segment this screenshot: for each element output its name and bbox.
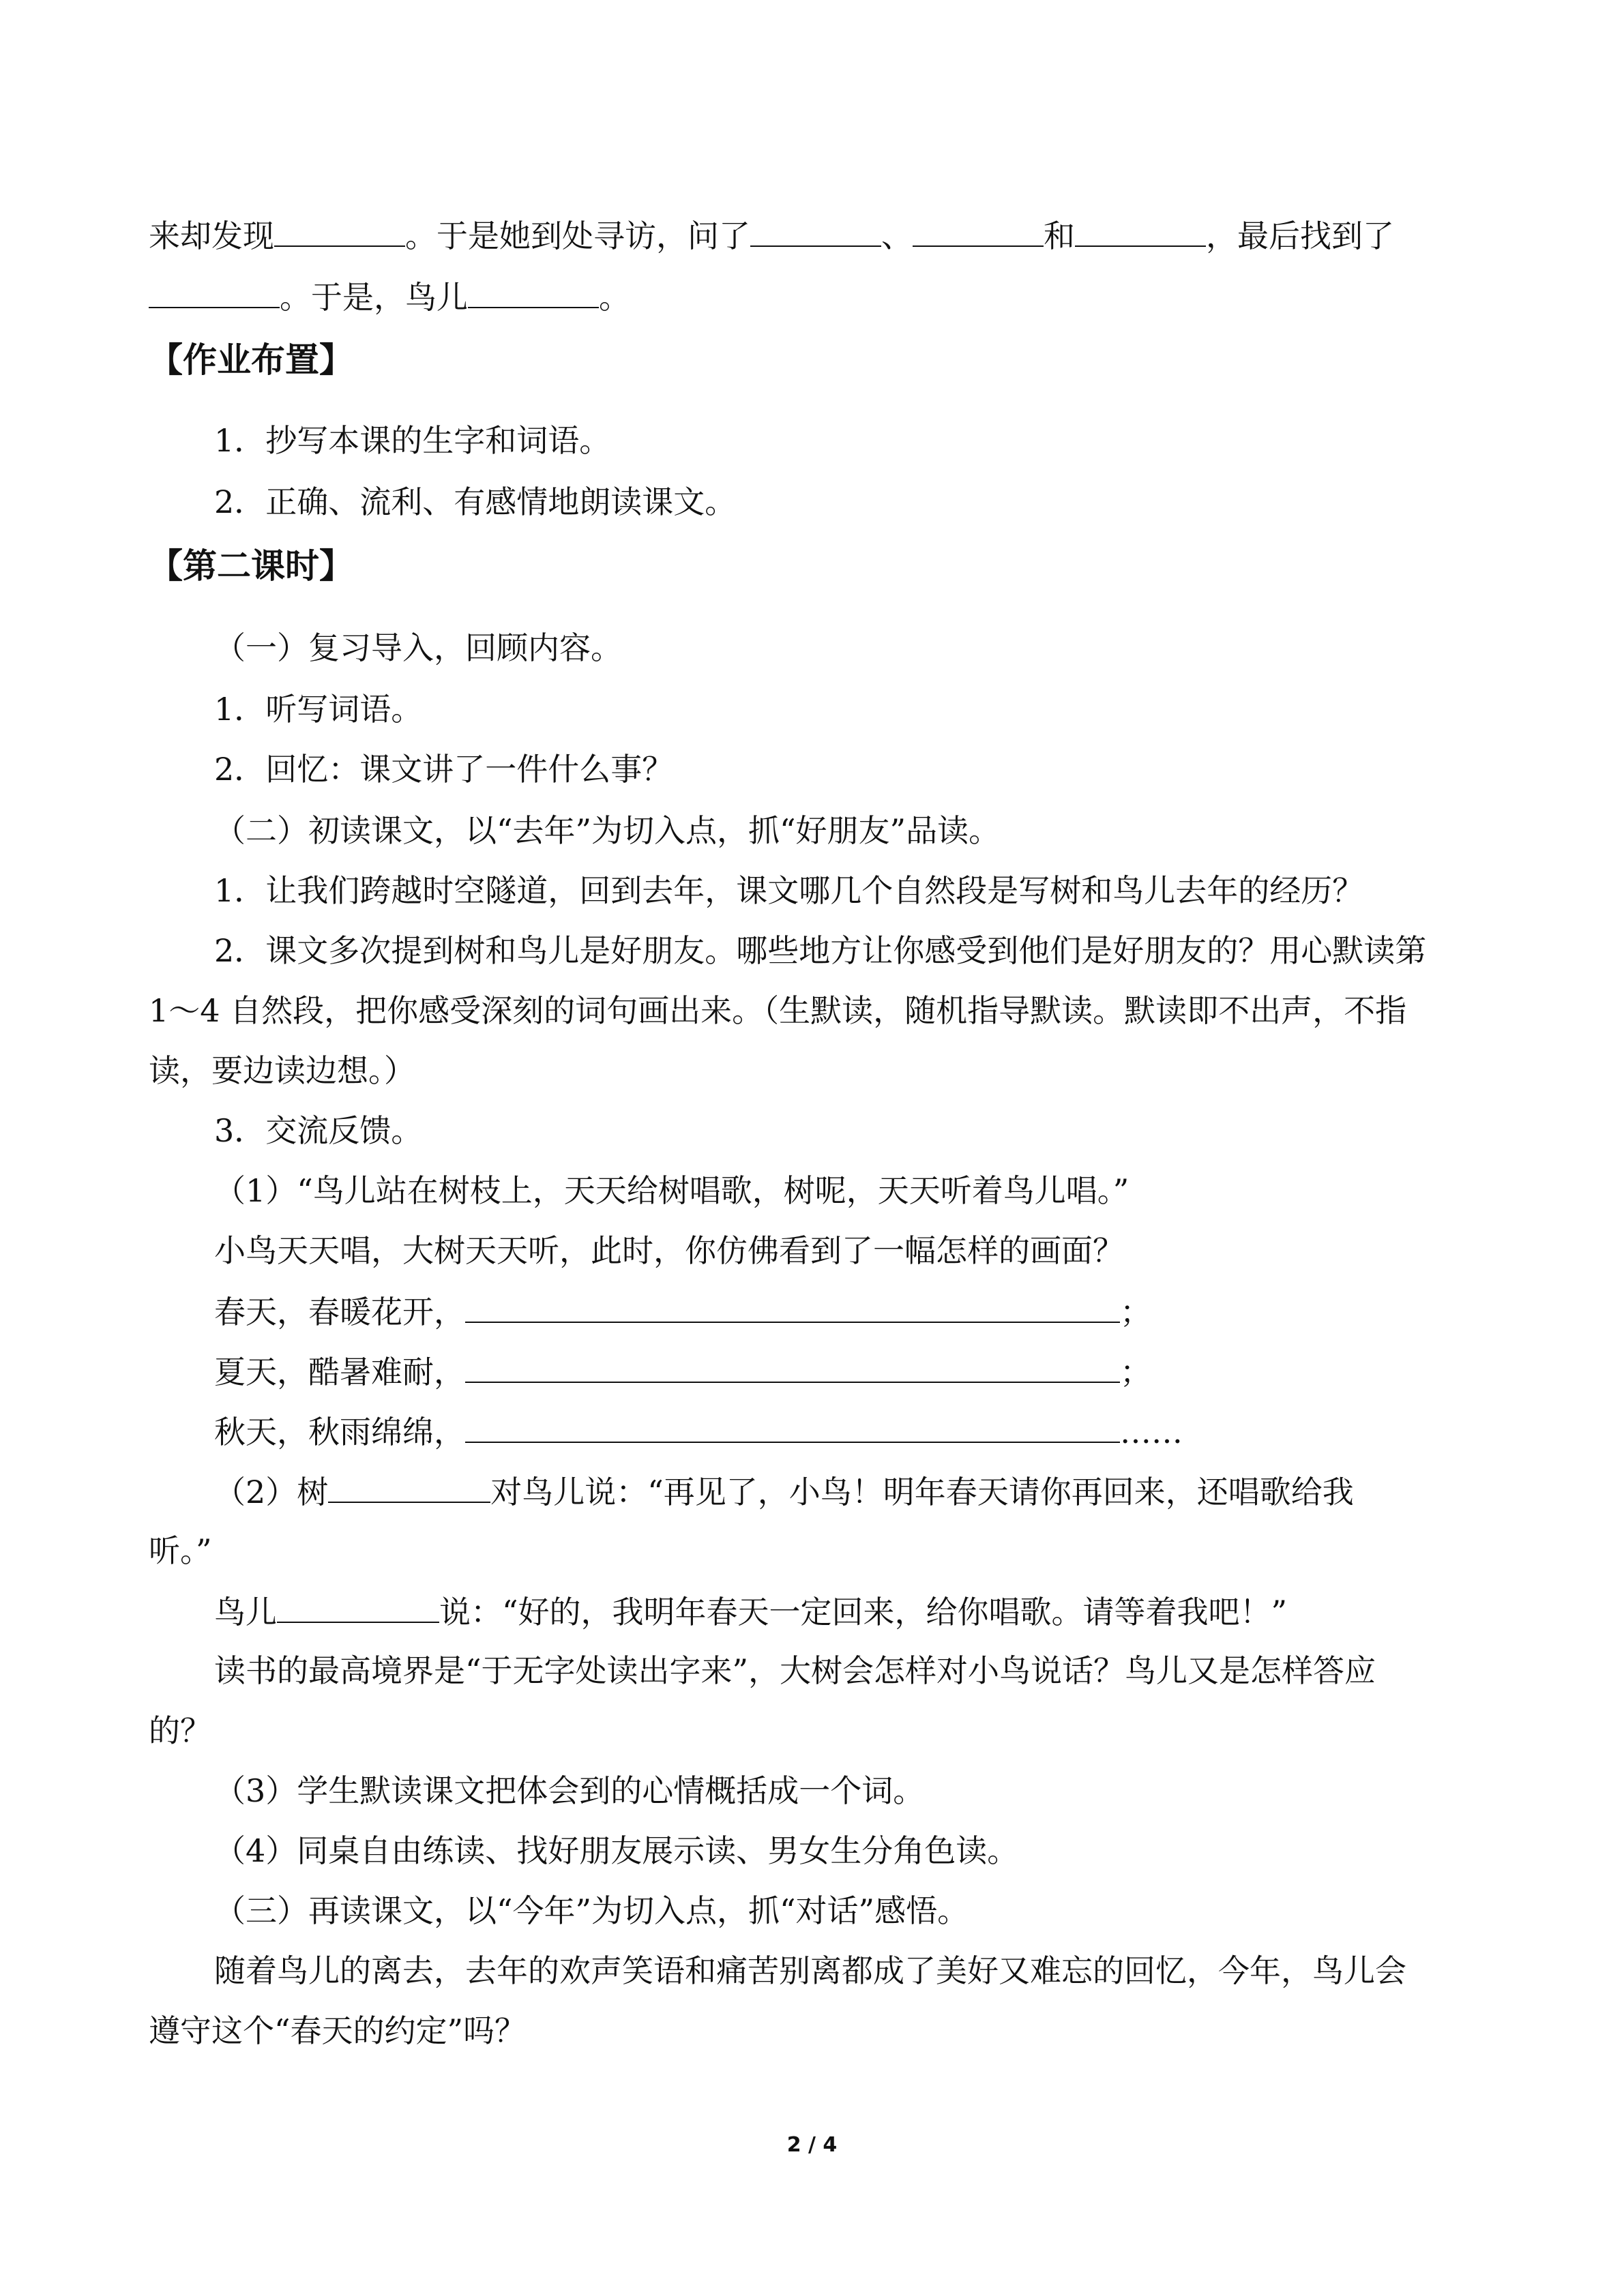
season-end: ； — [1120, 1354, 1151, 1390]
fill-blank — [468, 275, 599, 308]
section-1-title: （一）复习导入，回顾内容。 — [214, 629, 622, 666]
text-segment: 来却发现 — [149, 218, 274, 254]
question-1-prompt: 小鸟天天唱，大树天天听，此时，你仿佛看到了一幅怎样的画面？ — [214, 1232, 1124, 1269]
season-label: 春天，春暖花开， — [214, 1294, 465, 1330]
question-2-reading-line-2: 的？ — [149, 1712, 211, 1749]
question-3: （3）学生默读课文把体会到的心情概括成一个词。 — [214, 1772, 925, 1809]
question-2-line-1 — [214, 1470, 1354, 1512]
section-2-item-2-line-2: 1～4 自然段，把你感受深刻的词句画出来。（生默读，随机指导默读。默读即不出声，不指 — [149, 992, 1407, 1029]
section-2-item-1: 1．让我们跨越时空隧道，回到去年，课文哪几个自然段是写树和鸟儿去年的经历？ — [214, 872, 1364, 909]
question-2-bird-line — [214, 1590, 1287, 1632]
section-2-item-2-line-1: 2．课文多次提到树和鸟儿是好朋友。哪些地方让你感受到他们是好朋友的？用心默读第 — [214, 932, 1427, 969]
fill-blank — [465, 1290, 1120, 1323]
section-2-title: （二）初读课文，以“去年”为切入点，抓“好朋友”品读。 — [214, 812, 1001, 849]
text-segment: 、 — [881, 218, 913, 254]
text-segment: 和 — [1044, 218, 1075, 254]
text-segment: 。于是她到处寻访，问了 — [405, 218, 750, 254]
fill-blank — [913, 214, 1044, 247]
fill-blank — [465, 1350, 1120, 1383]
season-label: 夏天，酷暑难耐， — [214, 1354, 465, 1390]
homework-item-2: 2．正确、流利、有感情地朗读课文。 — [214, 483, 737, 520]
fill-in-line-1 — [149, 214, 1394, 256]
fill-blank — [465, 1410, 1120, 1443]
fill-blank — [750, 214, 881, 247]
season-end: ； — [1120, 1294, 1151, 1330]
season-line-summer — [214, 1350, 1151, 1392]
section-3-para-line-2: 遵守这个“春天的约定”吗？ — [149, 2012, 527, 2049]
season-line-autumn — [214, 1410, 1183, 1452]
fill-blank — [277, 1590, 439, 1623]
fill-in-line-2 — [149, 275, 630, 318]
question-2-reading-line-1: 读书的最高境界是“于无字处读出字来”，大树会怎样对小鸟说话？鸟儿又是怎样答应 — [214, 1652, 1376, 1689]
homework-item-1: 1．抄写本课的生字和词语。 — [214, 422, 611, 459]
section-2-item-3: 3．交流反馈。 — [214, 1112, 423, 1149]
section-1-item-1: 1．听写词语。 — [214, 691, 423, 728]
text-segment: 。 — [599, 279, 630, 316]
season-line-spring — [214, 1290, 1151, 1332]
season-end: …… — [1120, 1414, 1183, 1450]
fill-blank — [328, 1470, 490, 1503]
text-segment: 。于是，鸟儿 — [280, 279, 468, 316]
page-number: 2 / 4 — [786, 2133, 838, 2157]
question-2-line-2: 听。” — [149, 1532, 212, 1569]
section-3-title: （三）再读课文，以“今年”为切入点，抓“对话”感悟。 — [214, 1892, 969, 1929]
text-segment: 说：“好的，我明年春天一定回来，给你唱歌。请等着我吧！” — [439, 1594, 1288, 1630]
text-segment: 对鸟儿说：“再见了，小鸟！明年春天请你再回来，还唱歌给我 — [490, 1474, 1354, 1510]
section-3-para-line-1: 随着鸟儿的离去，去年的欢声笑语和痛苦别离都成了美好又难忘的回忆，今年，鸟儿会 — [214, 1952, 1406, 1989]
question-1: （1）“鸟儿站在树枝上，天天给树唱歌，树呢，天天听着鸟儿唱。” — [214, 1172, 1130, 1209]
text-segment: （2）树 — [214, 1474, 329, 1510]
text-segment: ，最后找到了 — [1206, 218, 1394, 254]
text-segment: 鸟儿 — [214, 1594, 277, 1630]
fill-blank — [1075, 214, 1206, 247]
lesson2-heading: 【第二课时】 — [149, 546, 353, 586]
fill-blank — [149, 275, 280, 308]
section-1-item-2: 2．回忆：课文讲了一件什么事？ — [214, 751, 674, 788]
section-2-item-2-line-3: 读，要边读边想。） — [149, 1052, 415, 1089]
homework-heading: 【作业布置】 — [149, 340, 353, 380]
fill-blank — [274, 214, 405, 247]
season-label: 秋天，秋雨绵绵， — [214, 1414, 465, 1450]
question-4: （4）同桌自由练读、找好朋友展示读、男女生分角色读。 — [214, 1832, 1019, 1869]
